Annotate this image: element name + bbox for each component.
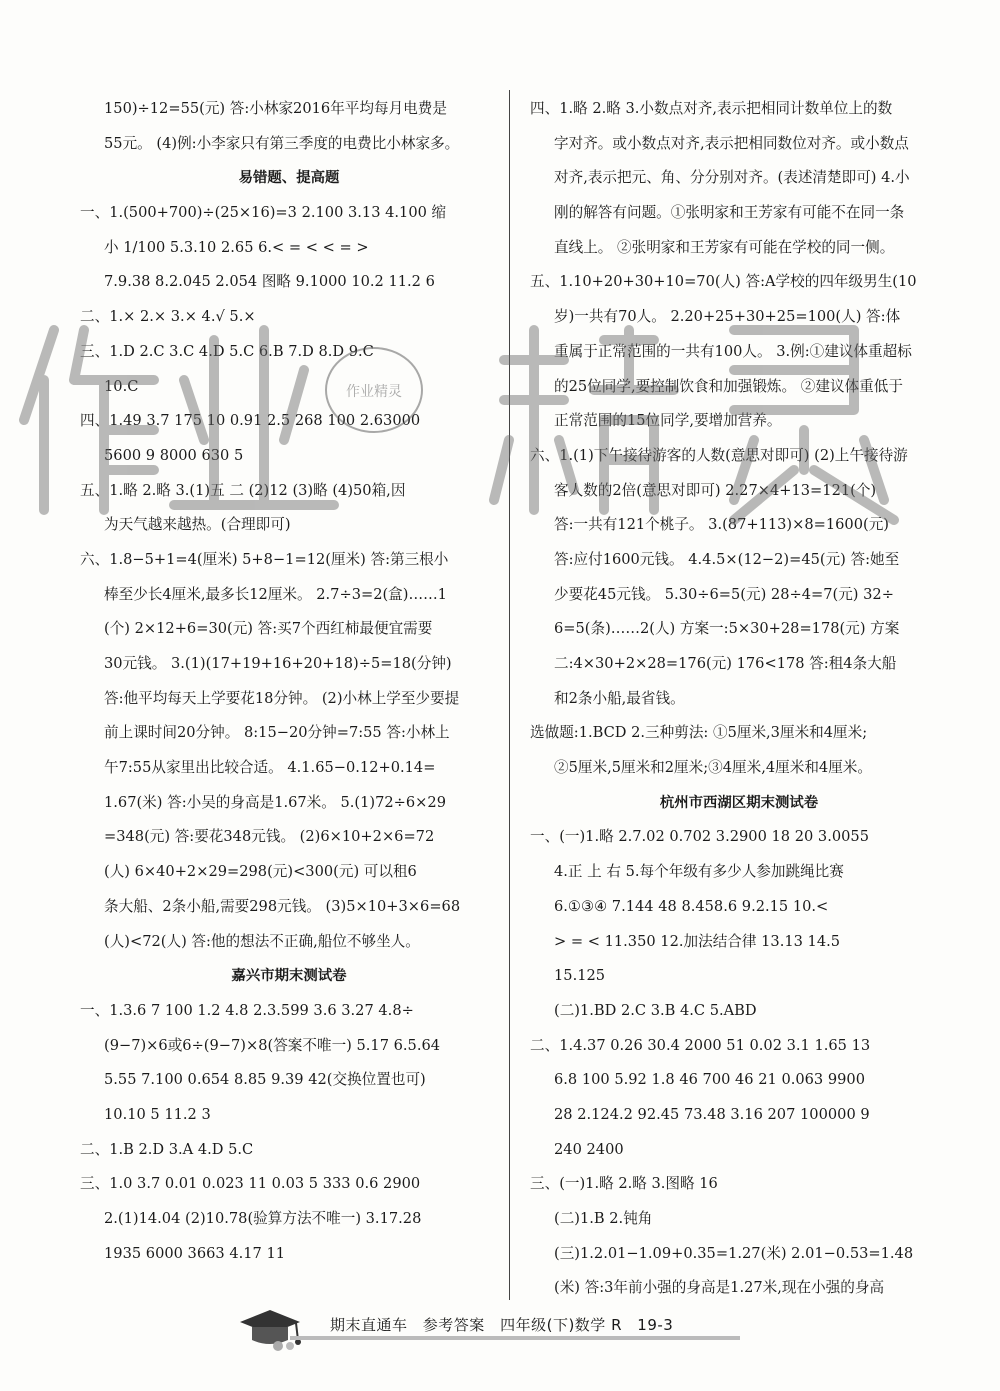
answer-line: 六、1.8−5+1=4(厘米) 5+8−1=12(厘米) 答:第三根小 (80, 550, 449, 568)
answer-line: 五、1.略 2.略 3.(1)五 二 (2)12 (3)略 (4)50箱,因 (80, 481, 406, 499)
column-divider (509, 90, 510, 1300)
answer-line: (人) 6×40+2×29=298(元)<300(元) 可以租6 (104, 863, 417, 881)
answer-line: 重属于正常范围的一共有100人。 3.例:①建议体重超标 (554, 342, 912, 360)
graduation-cap-icon (230, 1302, 310, 1352)
section-heading: 易错题、提高题 (238, 170, 340, 187)
answer-line: (三)1.2.01−1.09+0.35=1.27(米) 2.01−0.53=1.48 (554, 1244, 914, 1262)
answer-line: 答:一共有121个桃子。 3.(87+113)×8=1600(元) (554, 516, 889, 534)
answer-line: 答:应付1600元钱。 4.4.5×(12−2)=45(元) 答:她至 (554, 550, 900, 568)
answer-line: 一、1.3.6 7 100 1.2 4.8 2.3.599 3.6 3.27 4.8÷ (80, 1001, 414, 1019)
answer-line: 2.(1)14.04 (2)10.78(验算方法不唯一) 3.17.28 (104, 1210, 422, 1227)
answer-line: 五、1.10+20+30+10=70(人) 答:A学校的四年级男生(10 (530, 273, 917, 291)
footer-grade-subject: 四年级(下)数学 R (500, 1316, 622, 1334)
answer-line: 六、1.(1)下午接待游客的人数(意思对即可) (2)上午接待游 (530, 446, 908, 464)
answer-line: (个) 2×12+6=30(元) 答:买7个西红柿最便宜需要 (104, 620, 433, 638)
answer-line: 和2条小船,最省钱。 (554, 689, 685, 707)
answer-line: 240 2400 (554, 1140, 624, 1158)
footer-text (330, 1314, 683, 1335)
footer-page-number: 19-3 (637, 1316, 674, 1334)
answer-line: 直线上。 ②张明家和王芳家有可能在学校的同一侧。 (554, 238, 895, 256)
answer-line: (9−7)×6或6÷(9−7)×8(答案不唯一) 5.17 6.5.64 (104, 1036, 441, 1054)
answer-line: 30元钱。 3.(1)(17+19+16+20+18)÷5=18(分钟) (104, 655, 452, 672)
answer-line: 选做题:1.BCD 2.三种剪法: ①5厘米,3厘米和4厘米; (530, 724, 868, 742)
answer-line: 字对齐。或小数点对齐,表示把相同数位对齐。或小数点 (554, 134, 909, 152)
answer-line: 正常范围的15位同学,要增加营养。 (554, 412, 782, 430)
footer-book-title: 期末直通车 (330, 1316, 408, 1334)
answer-line: > = < 11.350 12.加法结合律 13.13 14.5 (554, 932, 841, 950)
watermark-stamp-text: 作业精灵 (346, 384, 402, 400)
answer-line: 三、1.D 2.C 3.C 4.D 5.C 6.B 7.D 8.D 9.C (80, 342, 374, 360)
answer-line: 午7:55从家里出比较合适。 4.1.65−0.12+0.14= (104, 759, 436, 777)
footer-section: 参考答案 (422, 1316, 485, 1334)
answer-line: 6=5(条)……2(人) 方案一:5×30+28=178(元) 方案 (554, 620, 900, 638)
left-answer-column (80, 92, 498, 1271)
answer-line: 为天气越来越热。(合理即可) (104, 516, 291, 534)
answer-line: 小 1/100 5.3.10 2.65 6.< = < < = > (104, 238, 369, 256)
answer-line: 一、(一)1.略 2.7.02 0.702 3.2900 18 20 3.0055 (530, 828, 869, 846)
answer-line: 55元。 (4)例:小李家只有第三季度的电费比小林家多。 (104, 134, 460, 152)
footer-bar (290, 1336, 740, 1340)
answer-line: 条大船、2条小船,需要298元钱。 (3)5×10+3×6=68 (104, 897, 461, 915)
answer-line: (二)1.B 2.钝角 (554, 1210, 653, 1227)
answer-line: 三、1.0 3.7 0.01 0.023 11 0.03 5 333 0.6 2900 (80, 1175, 421, 1193)
answer-line: 四、1.略 2.略 3.小数点对齐,表示把相同计数单位上的数 (530, 100, 893, 117)
answer-line: 6.8 100 5.92 1.8 46 700 46 21 0.063 9900 (554, 1071, 866, 1089)
answer-line: 10.C (104, 377, 139, 395)
answer-line: 前上课时间20分钟。 8:15−20分钟=7:55 答:小林上 (104, 724, 450, 742)
answer-line: =348(元) 答:要花348元钱。 (2)6×10+2×6=72 (104, 828, 435, 846)
answer-line: 二、1.4.37 0.26 30.4 2000 51 0.02 3.1 1.65 13 (530, 1036, 871, 1054)
answer-line: 四、1.49 3.7 175 10 0.91 2.5 268 100 2.63000 (80, 412, 421, 430)
answer-line: 7.9.38 8.2.045 2.054 图略 9.1000 10.2 11.2 6 (104, 273, 435, 291)
right-answer-column (530, 92, 948, 1306)
answer-line: 三、(一)1.略 2.略 3.图略 16 (530, 1175, 718, 1193)
answer-line: 刚的解答有问题。①张明家和王芳家有可能不在同一条 (554, 204, 905, 222)
section-heading: 嘉兴市期末测试卷 (231, 968, 347, 985)
answer-line: (二)1.BD 2.C 3.B 4.C 5.ABD (554, 1001, 757, 1019)
answer-line: ②5厘米,5厘米和2厘米;③4厘米,4厘米和4厘米。 (554, 759, 872, 777)
answer-line: 5.55 7.100 0.654 8.85 9.39 42(交换位置也可) (104, 1071, 426, 1089)
answer-line: 28 2.124.2 92.45 73.48 3.16 207 100000 9 (554, 1105, 870, 1123)
answer-line: (米) 答:3年前小强的身高是1.27米,现在小强的身高 (554, 1279, 885, 1297)
answer-line: (人)<72(人) 答:他的想法不正确,船位不够坐人。 (104, 932, 420, 950)
answer-line: 4.正 上 右 5.每个年级有多少人参加跳绳比赛 (554, 863, 844, 881)
answer-line: 1935 6000 3663 4.17 11 (104, 1244, 286, 1262)
answer-line: 5600 9 8000 630 5 (104, 446, 244, 464)
answer-line: 对齐,表示把元、角、分分别对齐。(表述清楚即可) 4.小 (554, 169, 910, 187)
answer-line: 二:4×30+2×28=176(元) 176<178 答:租4条大船 (554, 655, 897, 672)
answer-line: 150)÷12=55(元) 答:小林家2016年平均每月电费是 (104, 100, 447, 117)
answer-line: 二、1.B 2.D 3.A 4.D 5.C (80, 1140, 254, 1158)
page-footer (230, 1302, 750, 1358)
answer-line: 15.125 (554, 967, 606, 985)
answer-line: 答:他平均每天上学要花18分钟。 (2)小林上学至少要提 (104, 689, 460, 707)
section-heading: 杭州市西湖区期末测试卷 (659, 794, 819, 811)
answer-line: 6.①③④ 7.144 48 8.458.6 9.2.15 10.< (554, 897, 829, 915)
answer-line: 10.10 5 11.2 3 (104, 1105, 211, 1123)
answer-line: 棒至少长4厘米,最多长12厘米。 2.7÷3=2(盒)……1 (104, 585, 447, 603)
answer-line: 岁)一共有70人。 2.20+25+30+25=100(人) 答:体 (554, 308, 901, 326)
answer-line: 二、1.× 2.× 3.× 4.√ 5.× (80, 308, 256, 326)
answer-line: 一、1.(500+700)÷(25×16)=3 2.100 3.13 4.100 缩 (80, 204, 447, 222)
answer-line: 的25位同学,要控制饮食和加强锻炼。 ②建议体重低于 (554, 377, 903, 395)
answer-line: 少要花45元钱。 5.30÷6=5(元) 28÷4=7(元) 32÷ (554, 585, 894, 603)
answer-line: 1.67(米) 答:小吴的身高是1.67米。 5.(1)72÷6×29 (104, 793, 446, 811)
answer-line: 客人数的2倍(意思对即可) 2.27×4+13=121(个) (554, 481, 877, 499)
